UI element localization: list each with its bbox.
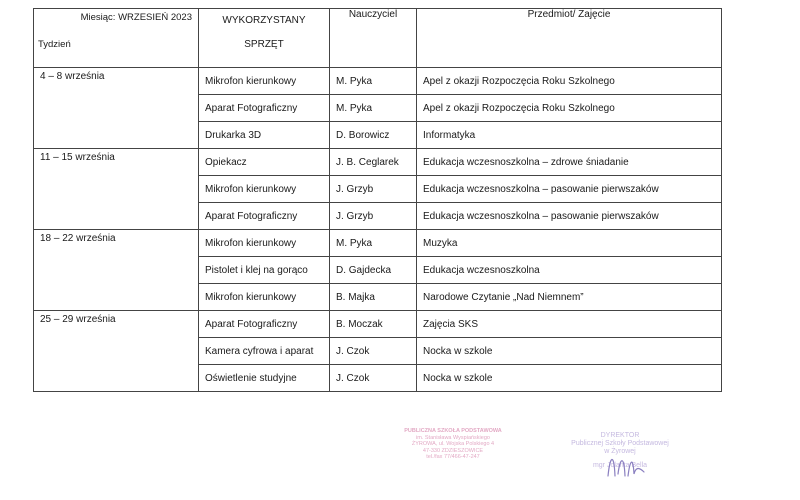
table-row (34, 68, 722, 95)
school-stamp-line2: im. Stanisława Wyspiańskiego (416, 434, 490, 441)
equipment-cell: Drukarka 3D (199, 122, 330, 149)
table-row (34, 149, 722, 176)
week-cell: 18 – 22 września (34, 230, 199, 311)
equipment-cell: Opiekacz (199, 149, 330, 176)
equipment-cell: Oświetlenie studyjne (199, 365, 330, 392)
teacher-cell: J. B. Ceglarek (330, 149, 417, 176)
director-stamp-line3: w Żyrowej (604, 448, 636, 455)
teacher-cell: J. Grzyb (330, 203, 417, 230)
school-stamp-line4: 47-330 ZDZIESZOWICE (422, 447, 484, 454)
subject-cell: Nocka w szkole (417, 365, 722, 392)
subject-cell: Narodowe Czytanie „Nad Niemnem” (417, 284, 722, 311)
subject-cell: Nocka w szkole (417, 338, 722, 365)
week-column-label: Tydzień (38, 39, 71, 50)
teacher-cell: M. Pyka (330, 230, 417, 257)
teacher-column-header: Nauczyciel (330, 9, 417, 68)
teacher-cell: D. Gajdecka (330, 257, 417, 284)
subject-column-header: Przedmiot/ Zajęcie (417, 9, 722, 68)
subject-cell: Zajęcia SKS (417, 311, 722, 338)
subject-cell: Apel z okazji Rozpoczęcia Roku Szkolnego (417, 95, 722, 122)
teacher-cell: B. Moczak (330, 311, 417, 338)
week-cell: 25 – 29 września (34, 311, 199, 392)
teacher-cell: M. Pyka (330, 68, 417, 95)
equipment-cell: Pistolet i klej na gorąco (199, 257, 330, 284)
teacher-cell: B. Majka (330, 284, 417, 311)
teacher-cell: J. Grzyb (330, 176, 417, 203)
equipment-header-line1: WYKORZYSTANY (222, 15, 306, 26)
subject-cell: Informatyka (417, 122, 722, 149)
school-stamp-line3: ŻYROWA, ul. Wojska Polskiego 4 (411, 441, 495, 448)
school-stamp-line1: PUBLICZNA SZKOŁA PODSTAWOWA (404, 428, 502, 434)
schedule-table (33, 8, 722, 392)
equipment-cell: Kamera cyfrowa i aparat (199, 338, 330, 365)
school-stamp-line5: tel./fax 77/466-47-247 (426, 454, 480, 461)
header-row (34, 9, 722, 68)
equipment-cell: Aparat Fotograficzny (199, 311, 330, 338)
director-stamp-line4: mgr Jolanta Bella (592, 462, 648, 469)
equipment-cell: Mikrofon kierunkowy (199, 68, 330, 95)
equipment-column-header (199, 9, 330, 68)
teacher-cell: J. Czok (330, 338, 417, 365)
week-cell: 4 – 8 września (34, 68, 199, 149)
equipment-cell: Mikrofon kierunkowy (199, 176, 330, 203)
month-label: Miesiąc: WRZESIEŃ 2023 (80, 12, 192, 23)
director-stamp-line1: DYREKTOR (600, 432, 640, 439)
subject-cell: Apel z okazji Rozpoczęcia Roku Szkolnego (417, 68, 722, 95)
week-cell: 11 – 15 września (34, 149, 199, 230)
teacher-cell: M. Pyka (330, 95, 417, 122)
teacher-cell: D. Borowicz (330, 122, 417, 149)
signature-scribble (600, 446, 650, 486)
subject-cell: Edukacja wczesnoszkolna – pasowanie pierwszaków (417, 176, 722, 203)
equipment-cell: Aparat Fotograficzny (199, 203, 330, 230)
header-corner-cell (34, 9, 199, 68)
table-row (34, 230, 722, 257)
subject-cell: Edukacja wczesnoszkolna – zdrowe śniadanie (417, 149, 722, 176)
equipment-cell: Mikrofon kierunkowy (199, 230, 330, 257)
equipment-cell: Aparat Fotograficzny (199, 95, 330, 122)
equipment-header-line2: SPRZĘT (244, 39, 284, 50)
subject-cell: Edukacja wczesnoszkolna – pasowanie pierwszaków (417, 203, 722, 230)
teacher-cell: J. Czok (330, 365, 417, 392)
subject-cell: Muzyka (417, 230, 722, 257)
school-stamp (378, 428, 528, 461)
subject-cell: Edukacja wczesnoszkolna (417, 257, 722, 284)
table-row (34, 311, 722, 338)
director-stamp-line2: Publicznej Szkoły Podstawowej (571, 440, 669, 447)
equipment-cell: Mikrofon kierunkowy (199, 284, 330, 311)
